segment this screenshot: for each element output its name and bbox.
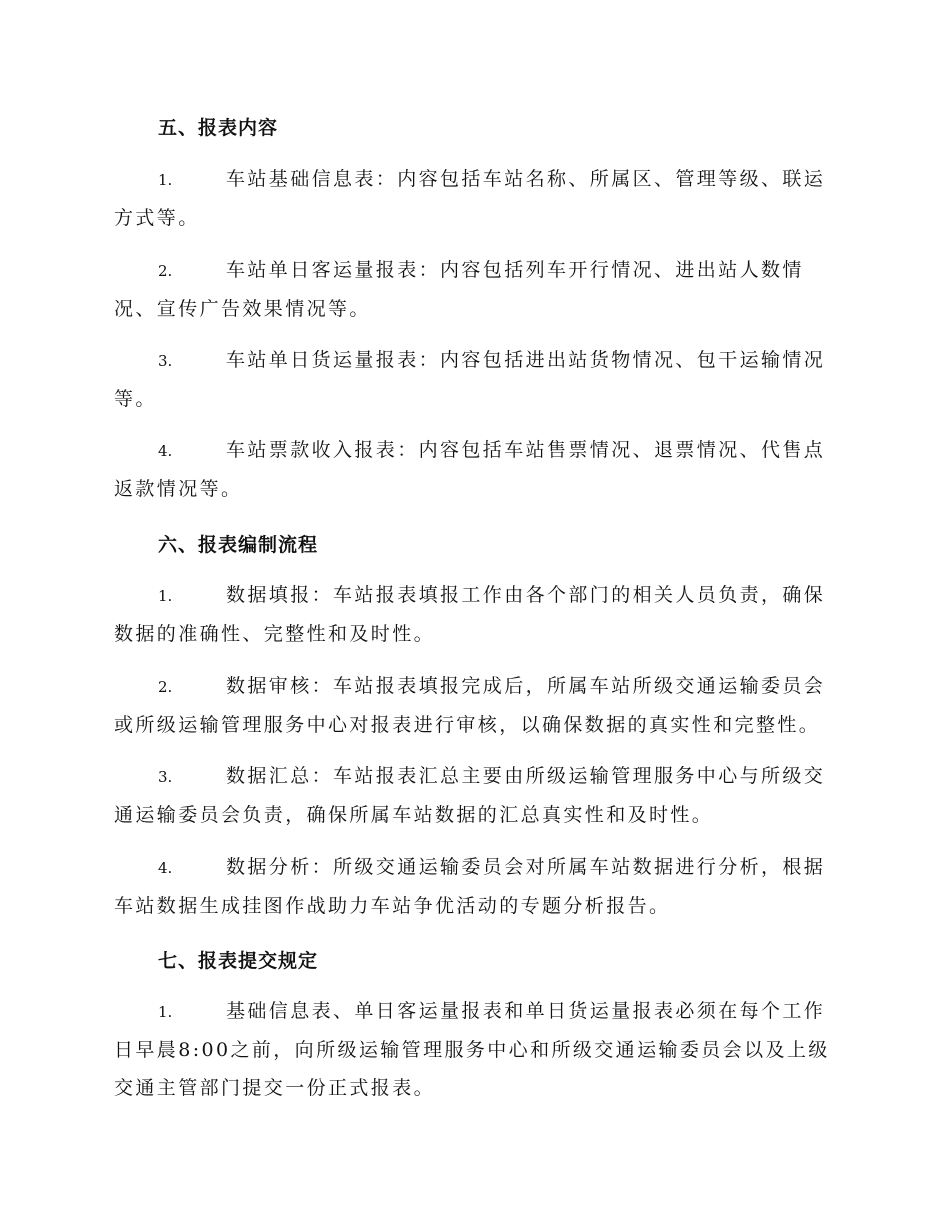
section-heading-7: 七、报表提交规定 [158, 950, 319, 972]
item-number: 3. [158, 768, 173, 786]
item-text: 数据汇总：车站报表汇总主要由所级运输管理服务中心与所级交通运输委员会负责，确保所属车站数据的汇总真实性和及时性。 [114, 765, 826, 826]
section-heading-5: 五、报表内容 [158, 117, 279, 139]
section-heading-6: 六、报表编制流程 [158, 534, 319, 556]
item-number: 3. [158, 352, 173, 370]
item-number: 1. [158, 171, 173, 189]
item-text: 数据填报：车站报表填报工作由各个部门的相关人员负责，确保数据的准确性、完整性和及时性。 [114, 584, 826, 645]
paragraph-5-4 [114, 431, 834, 508]
item-number: 1. [158, 1003, 173, 1021]
item-text: 数据审核：车站报表填报完成后，所属车站所级交通运输委员会或所级运输管理服务中心对报表进行审核，以确保数据的真实性和完整性。 [114, 675, 826, 736]
item-text: 车站单日货运量报表：内容包括进出站货物情况、包干运输情况等。 [114, 349, 826, 410]
item-number: 2. [158, 678, 173, 696]
paragraph-7-1 [114, 992, 834, 1107]
paragraph-5-2 [114, 251, 834, 328]
item-text: 车站票款收入报表：内容包括车站售票情况、退票情况、代售点返款情况等。 [114, 439, 826, 500]
paragraph-6-2 [114, 667, 834, 744]
item-number: 4. [158, 859, 173, 877]
paragraph-5-1 [114, 160, 834, 237]
paragraph-6-3 [114, 757, 834, 834]
item-number: 1. [158, 587, 173, 605]
item-number: 4. [158, 442, 173, 460]
item-text: 基础信息表、单日客运量报表和单日货运量报表必须在每个工作日早晨8:00之前，向所级运输管理服务中心和所级交通运输委员会以及上级交通主管部门提交一份正式报表。 [114, 1000, 830, 1099]
item-number: 2. [158, 262, 173, 280]
item-text: 数据分析：所级交通运输委员会对所属车站数据进行分析，根据车站数据生成挂图作战助力车站争优活动的专题分析报告。 [114, 856, 826, 917]
paragraph-6-1 [114, 576, 834, 653]
item-text: 车站基础信息表：内容包括车站名称、所属区、管理等级、联运方式等。 [114, 168, 826, 229]
paragraph-6-4 [114, 848, 834, 925]
item-text: 车站单日客运量报表：内容包括列车开行情况、进出站人数情况、宣传广告效果情况等。 [114, 259, 804, 320]
paragraph-5-3 [114, 341, 834, 418]
